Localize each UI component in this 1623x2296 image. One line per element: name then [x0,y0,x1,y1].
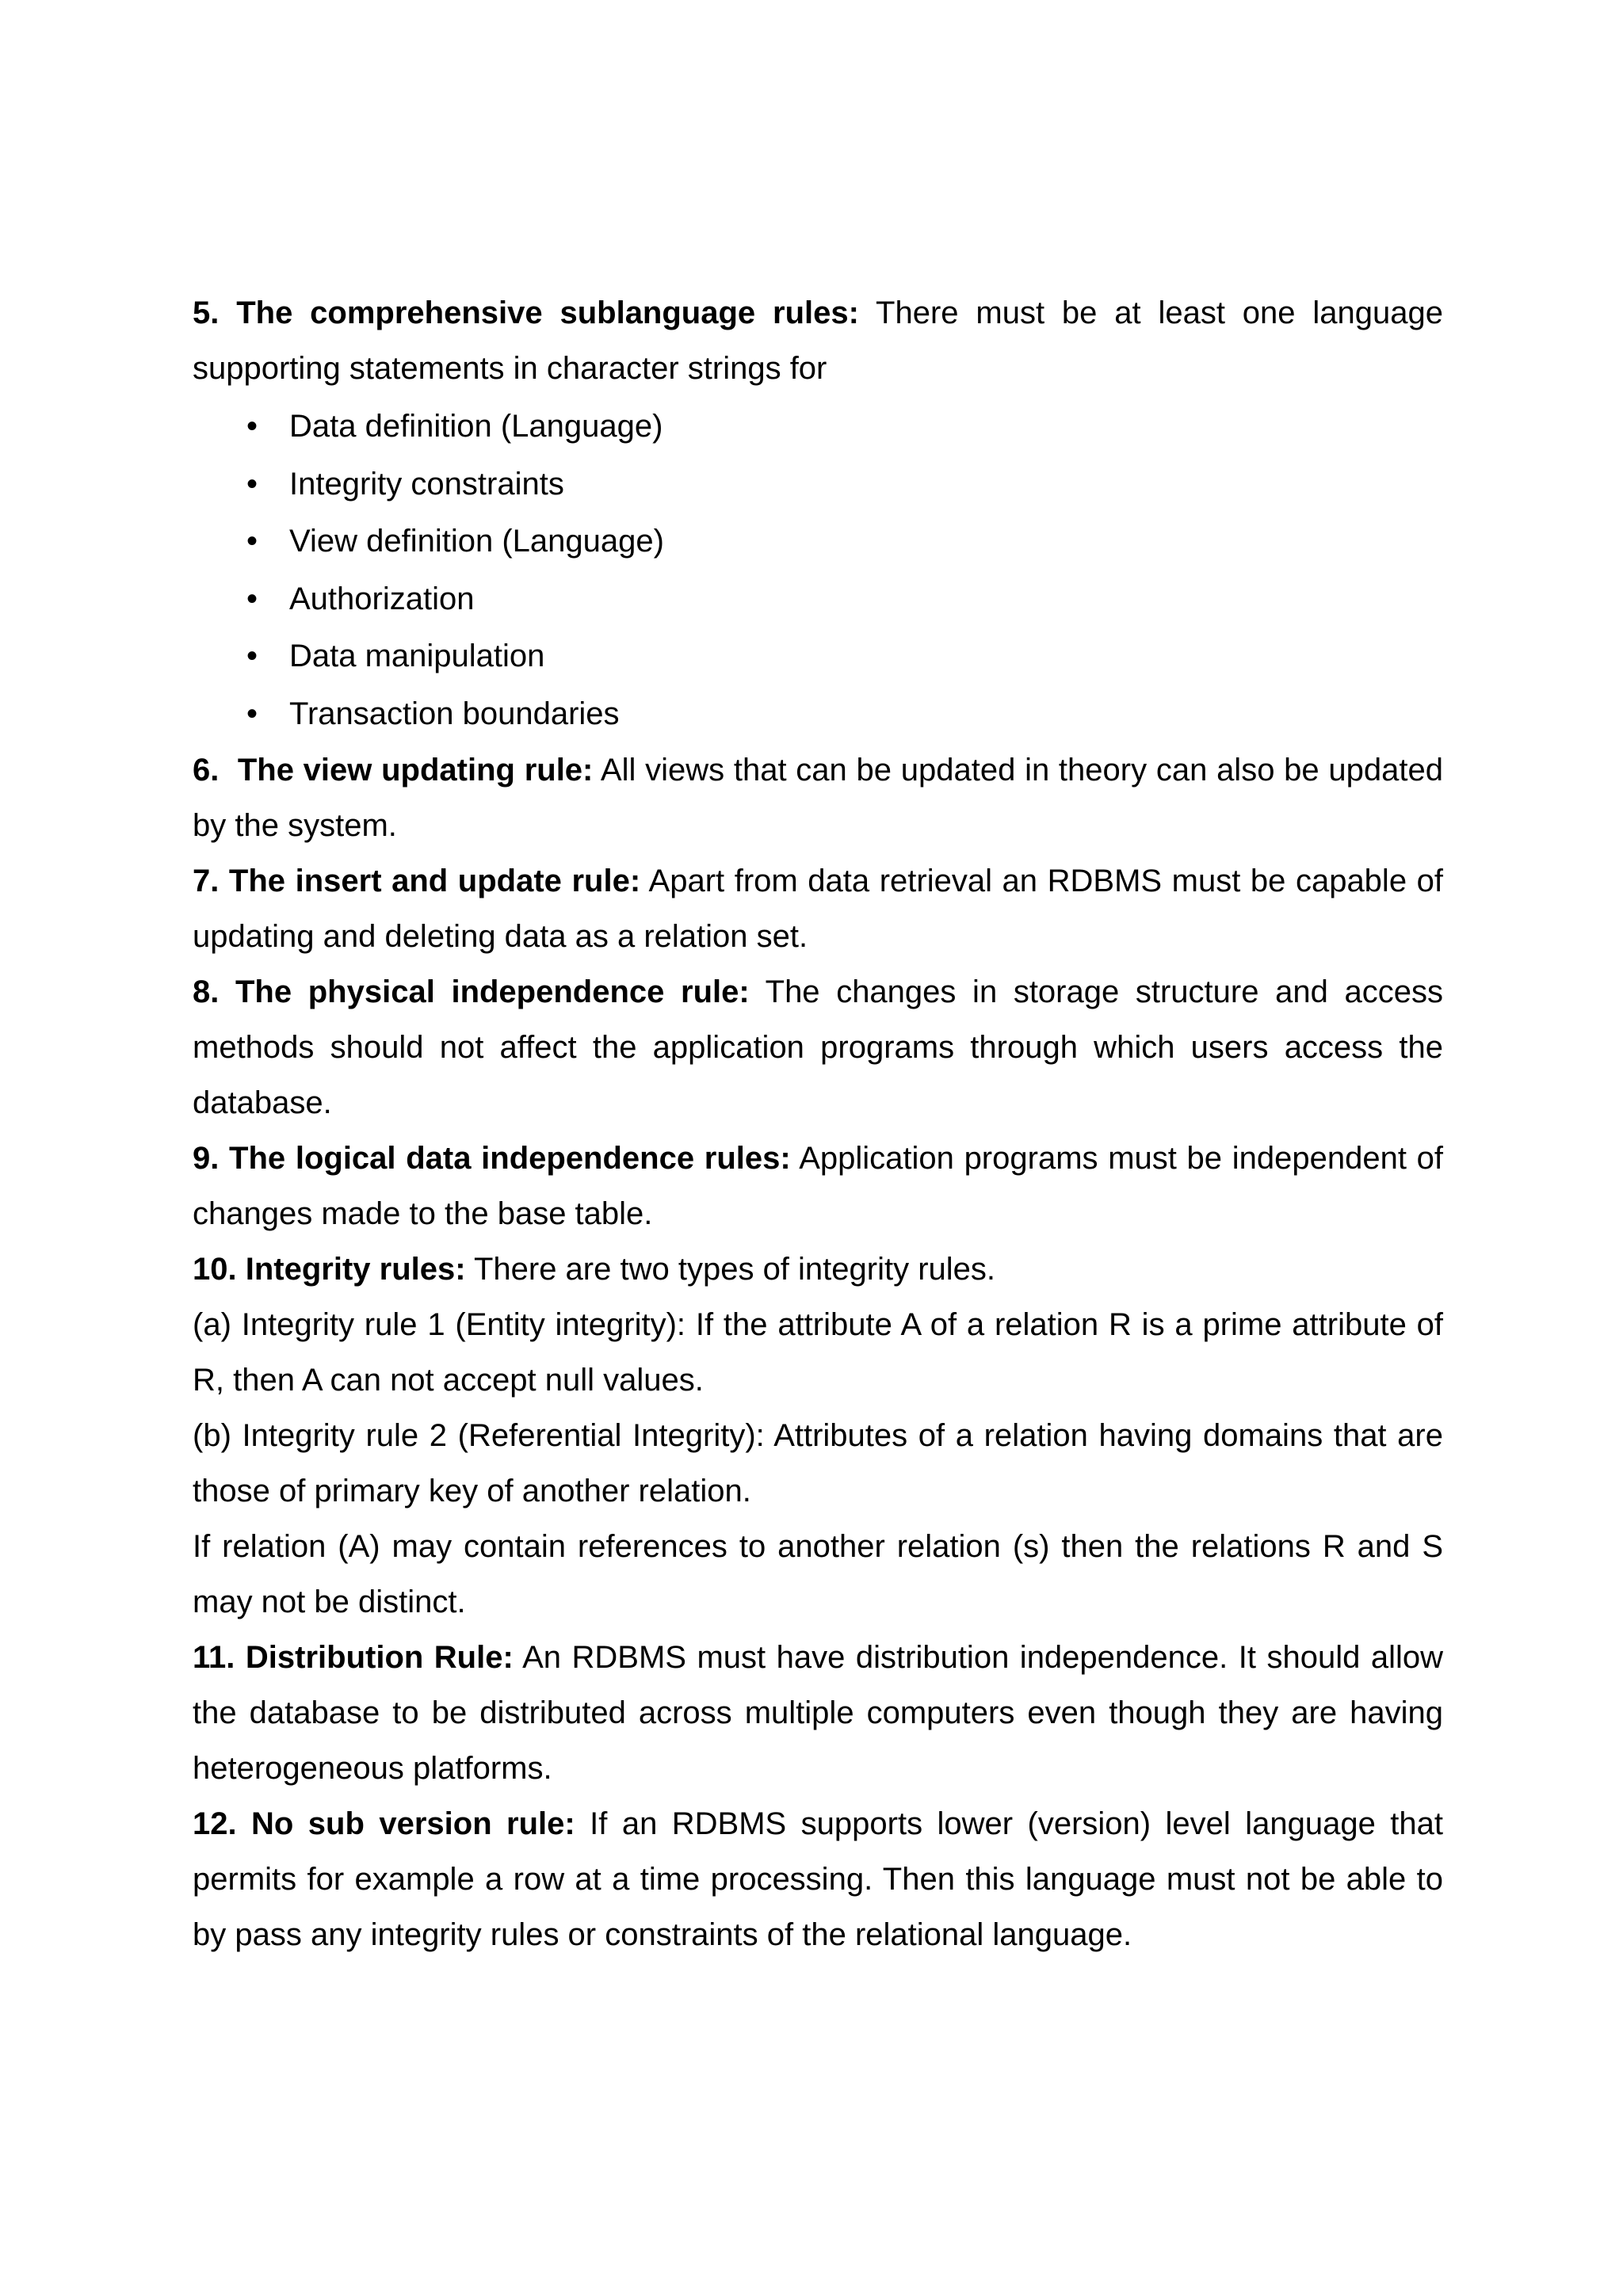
rule-8-paragraph [193,964,1443,1131]
rule-12-paragraph [193,1796,1443,1962]
bullet-icon: • [246,581,258,616]
bullet-icon: • [246,466,258,502]
rule-9-heading: 9. The logical data independence rules: [193,1141,791,1176]
rule-11-text: An RDBMS must have distribution independence. It should allow the database to be distributed across multiple computers even though they are having heterogeneous platforms. [193,1640,1443,1786]
rule-12-heading: 12. No sub version rule: [193,1806,575,1841]
rule-11-heading: 11. Distribution Rule: [193,1640,514,1675]
list-item: • Data definition (Language) [193,398,1443,456]
rule-12-text: If an RDBMS supports lower (version) level language that permits for example a row at a time processing. Then this language must not be able to by pass any integrity rules or constraints of the relational language. [193,1806,1444,1952]
sublanguage-bullet-list [193,398,1443,742]
rule-6-heading: 6. The view updating rule: [193,753,594,788]
list-item: • View definition (Language) [193,513,1443,570]
bullet-icon: • [246,639,258,673]
rule-7-paragraph [193,853,1443,964]
list-item: • Authorization [193,570,1443,628]
rule-6-paragraph [193,742,1443,853]
rule-10a-paragraph: (a) Integrity rule 1 (Entity integrity): If the attribute A of a relation R is a prime attribute of R, then A can not accept null values. [193,1307,1443,1398]
rule-11-paragraph [193,1630,1443,1796]
rule-10-paragraph [193,1241,1443,1297]
list-item: • Integrity constraints [193,456,1443,513]
rule-7-heading: 7. The insert and update rule: [193,864,641,898]
rule-8-heading: 8. The physical independence rule: [193,974,750,1009]
rule-10c-paragraph: If relation (A) may contain references to another relation (s) then the relations R and S may not be distinct. [193,1529,1443,1619]
rule-8-text: The changes in storage structure and access methods should not affect the application programs through which users access the database. [193,974,1443,1120]
rule-7-text: Apart from data retrieval an RDBMS must be capable of updating and deleting data as a relation set. [193,864,1443,954]
rule-5-heading: 5. The comprehensive sublanguage rules: [193,296,859,330]
rule-5-text: There must be at least one language supporting statements in character strings for [193,296,1443,386]
rule-9-paragraph [193,1131,1443,1241]
bullet-icon: • [246,409,258,444]
list-item: • Data manipulation [193,627,1443,685]
document-page [193,285,1443,1962]
list-item: • Transaction boundaries [193,685,1443,743]
rule-6-text: All views that can be updated in theory can also be updated by the system. [193,753,1443,843]
bullet-icon: • [246,696,258,731]
rule-5-paragraph [193,285,1443,396]
rule-10-heading: 10. Integrity rules: [193,1252,466,1287]
rule-10b-paragraph: (b) Integrity rule 2 (Referential Integrity): Attributes of a relation having domains that are those of primary key of another relation. [193,1418,1443,1508]
rule-9-text: Application programs must be independent of changes made to the base table. [193,1141,1443,1231]
rule-10-text: There are two types of integrity rules. [465,1252,996,1287]
bullet-icon: • [246,524,258,559]
